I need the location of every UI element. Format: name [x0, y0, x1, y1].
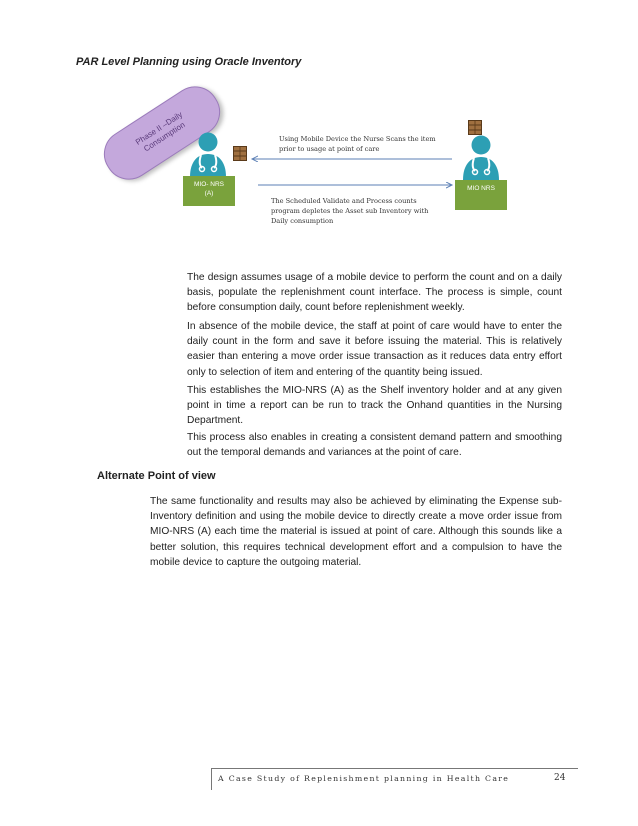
footer-divider-vertical [211, 768, 212, 790]
node-a-line1: MIO- NRS [194, 181, 224, 188]
node-a-line2: (A) [204, 190, 214, 197]
paragraph-establishes: This establishes the MIO-NRS (A) as the Shelf inventory holder and at any given point in time a report can be run to track the Onhand quantities in the Nursing Department. [187, 385, 562, 427]
footer-title: A Case Study of Replenishment planning in Health Care [218, 774, 510, 783]
paragraph-alternate: The same functionality and results may also be achieved by eliminating the Expense sub-Inventory definition and using the mobile device to directly create a move order issue from MIO-NRS (A) each time the material is issued at point of care. Although this sounds like a better solution, this requires technical development effort and a compulsion to have the mobile device to capture the outgoing material. [150, 496, 562, 568]
page-heading: PAR Level Planning using Oracle Inventory [76, 56, 302, 68]
page-number: 24 [554, 773, 566, 783]
node-mio-nrs: MIO NRS [455, 180, 507, 210]
paragraph-absence: In absence of the mobile device, the staff at point of care would have to enter the daily count in the form and save it before issuing the material. This is relatively easier than entering a move order issue transaction as it reduces data entry effort only to selection of item and entering of the quantity being issued. [187, 321, 562, 378]
phase-label: Phase II –Daily Consumption [133, 109, 187, 154]
section-heading-alternate: Alternate Point of view [97, 470, 216, 482]
footer-divider-horizontal [211, 768, 578, 769]
paragraph-design: The design assumes usage of a mobile device to perform the count and on a daily basis, populate the replenishment count interface. The process is simple, count before consumption daily, count before replenishment weekly. [187, 272, 562, 314]
paragraph-demand: This process also enables in creating a consistent demand pattern and smoothing out the temporal demands and variances at the point of care. [187, 432, 562, 459]
caption-scan: Using Mobile Device the Nurse Scans the item prior to usage at point of care [279, 135, 436, 153]
caption-validate: The Scheduled Validate and Process counts program depletes the Asset sub Inventory with Daily consumption [271, 197, 429, 225]
